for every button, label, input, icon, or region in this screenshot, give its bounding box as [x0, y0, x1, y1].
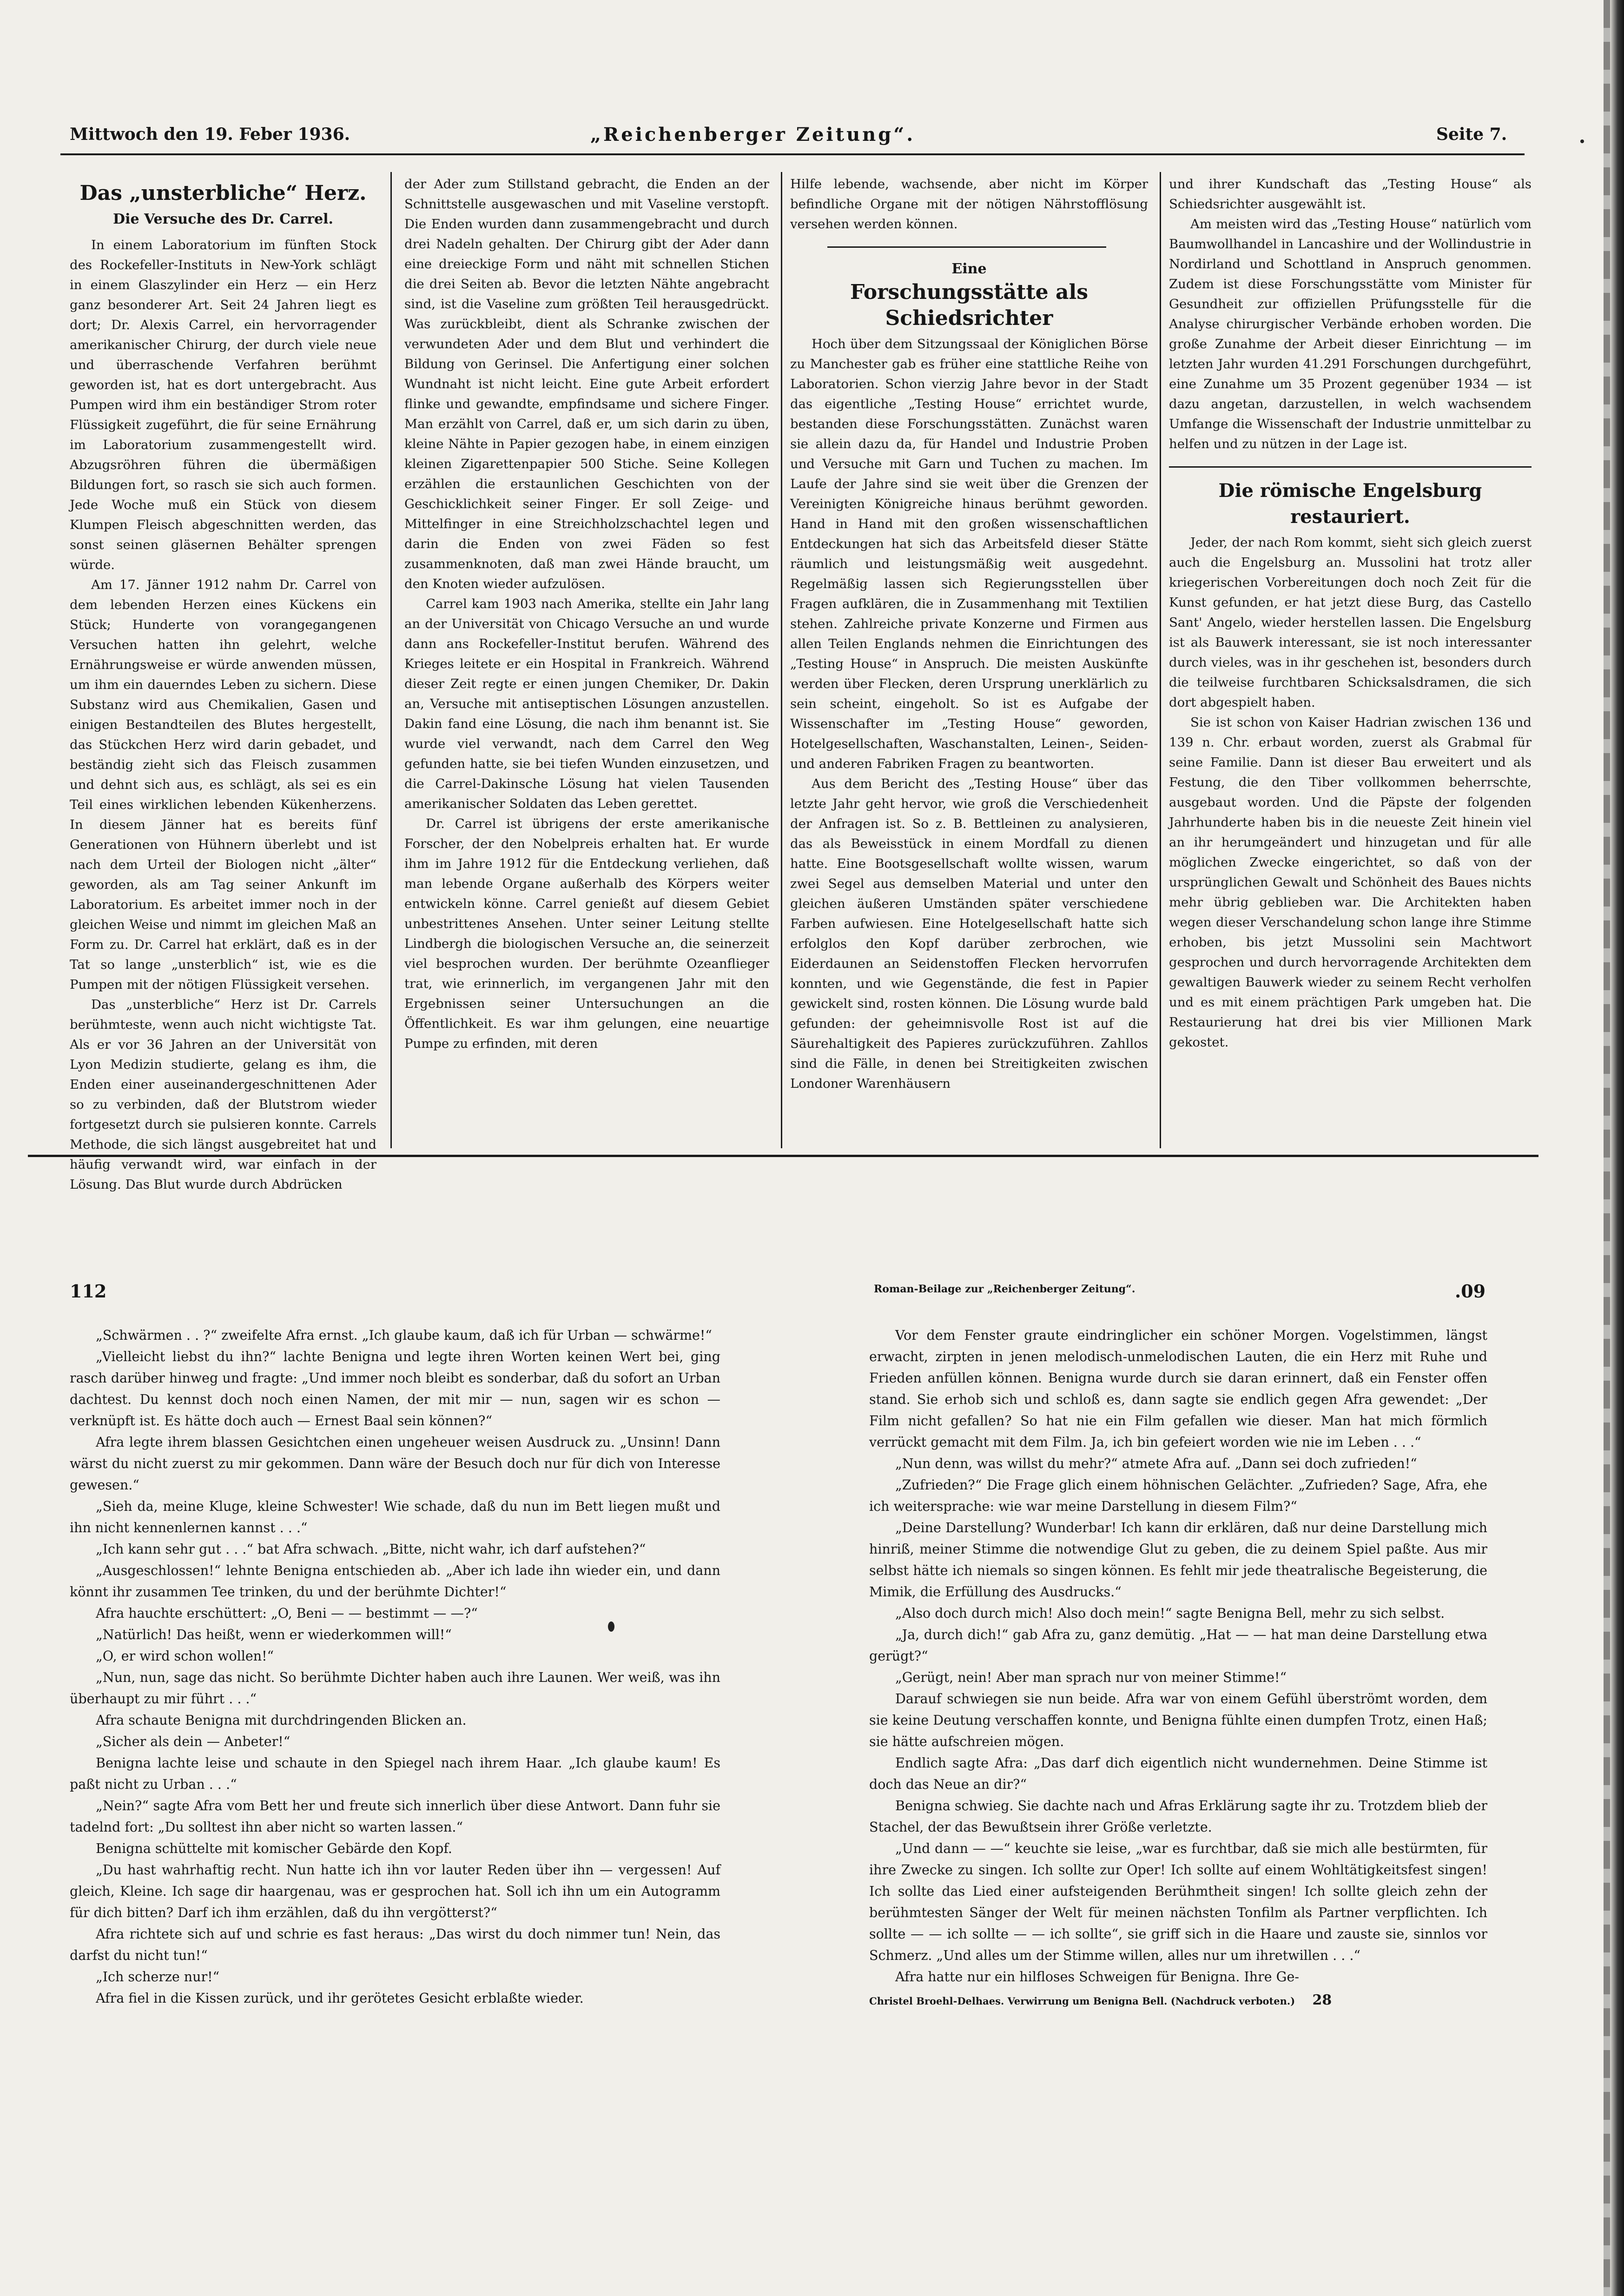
- paragraph: Sie ist schon von Kaiser Hadrian zwischen 136 und 139 n. Chr. erbaut worden, zuerst als Grabmal für seine Familie. Dann ist dieser Bau erweitert und als Festung, die den Tiber vollkommen beherrschte, ausgebaut worden. Und die Päpste der folgenden Jahrhunderte haben bis in die neueste Zeit hinein viel an ihr herumgeändert und hinzugetan und für alle möglichen Zwecke eingerichtet, so daß von der ursprünglichen Gewalt und Schönheit des Baues nichts mehr übrig geblieben war. Die Architekten haben wegen dieser Verschandelung schon lange ihre Stimme erhoben, bis jetzt Mussolini sein Machtwort gesprochen und durch hervorragende Architekten dem gewaltigen Bauwerk wieder zu seinem Recht verholfen und es mit einem prächtigen Park umgeben hat. Die Restaurierung hat drei bis vier Millionen Mark gekostet.: [1169, 715, 1532, 1050]
- scan-edge: [1610, 0, 1624, 2296]
- paragraph: „Gerügt, nein! Aber man sprach nur von meiner Stimme!“: [895, 1670, 1287, 1685]
- paragraph: „Vielleicht liebst du ihn?“ lachte Benigna und legte ihren Worten keinen Wert bei, ging rasch darüber hinweg und fragte: „Und immer noch bleibt es sonderbar, daß du sofort an Urban dachtest. Du kennst doch noch einen Namen, der mit mir — nun, sagen wir es schon — verknüpft ist. Es hätte doch auch — Ernest Baal sein können?“: [70, 1349, 720, 1429]
- article-title-testing-house: Forschungsstätte als Schiedsrichter: [850, 280, 1088, 330]
- paragraph: Afra richtete sich auf und schrie es fast heraus: „Das wirst du doch nimmer tun! Nein, das darfst du nicht tun!“: [70, 1926, 720, 1963]
- paragraph: Am meisten wird das „Testing House“ natürlich vom Baumwollhandel in Lancashire und der Wollindustrie in Nordirland und Schottland in Anspruch genommen. Zudem ist diese Forschungsstätte vom Minister für Gesundheit zur offiziellen Prüfungsstelle für die Analyse chirurgischer Verbände erhoben worden. Die große Zunahme der Arbeit dieser Einrichtung — im letzten Jahr wurden 41.291 Forschungen durchgeführt, eine Zunahme um 35 Prozent gegenüber 1934 — ist dazu angetan, darzustellen, in welch wachsendem Umfange die Wissenschaft der Industrie unmittelbar zu helfen und zu nützen in der Lage ist.: [1169, 217, 1532, 451]
- paragraph: „Also doch durch mich! Also doch mein!“ sagte Benigna Bell, mehr zu sich selbst.: [895, 1606, 1445, 1621]
- article-kicker: Eine: [951, 261, 987, 277]
- ink-speck: [1580, 139, 1584, 143]
- paragraph: „Nein?“ sagte Afra vom Bett her und freute sich innerlich über diese Antwort. Dann fuhr sie tadelnd fort: „Du solltest ihn aber nicht so warten lassen.“: [70, 1798, 720, 1835]
- paragraph: Afra schaute Benigna mit durchdringenden Blicken an.: [96, 1713, 467, 1728]
- paragraph: Afra fiel in die Kissen zurück, und ihr gerötetes Gesicht erblaßte wieder.: [96, 1991, 584, 2006]
- paragraph: Afra hatte nur ein hilfloses Schweigen für Benigna. Ihre Ge-: [895, 1969, 1299, 1985]
- header-rule: [60, 153, 1525, 155]
- column-1: [70, 180, 376, 1195]
- paragraph: Hilfe lebende, wachsende, aber nicht im Körper befindliche Organe mit der nötigen Nährstofflösung versehen werden können.: [790, 177, 1148, 232]
- paragraph: „Ich scherze nur!“: [96, 1969, 220, 1985]
- column-2: [404, 174, 769, 1054]
- paragraph: Jeder, der nach Rom kommt, sieht sich gleich zuerst auch die Engelsburg an. Mussolini hat trotz aller kriegerischen Vorbereitungen doch noch Zeit für die Kunst gefunden, er hat jetzt diese Burg, das Castello Sant' Angelo, wieder herstellen lassen. Die Engelsburg ist als Bauwerk interessant, sie ist noch interessanter durch vieles, was in ihr geschehen ist, besonders durch die teilweise furchtbaren Schicksalsdramen, die sich dort abgespielt haben.: [1169, 535, 1532, 710]
- paragraph: Benigna schüttelte mit komischer Gebärde den Kopf.: [96, 1841, 452, 1856]
- paragraph: Hoch über dem Sitzungssaal der Königlichen Börse zu Manchester gab es früher eine stattliche Reihe von Laboratorien. Schon vierzig Jahre bevor in der Stadt das eigentliche „Testing House“ errichtet wurde, bestanden diese Forschungsstätten. Zunächst waren sie allein dazu da, für Handel und Industrie Proben und Versuche mit Garn und Tuchen zu machen. Im Laufe der Jahre sind sie weit über die Grenzen der Vereinigten Königreiche hinaus berühmt geworden. Hand in Hand mit den großen wissenschaftlichen Entdeckungen hat sich das Arbeitsfeld dieser Stätte räumlich und leistungsmäßig weit ausgedehnt. Regelmäßig lassen sich Regierungsstellen über Fragen aufklären, die in Zusammenhang mit Textilien stehen. Zahlreiche private Konzerne und Firmen aus allen Teilen Englands nehmen die Einrichtungen des „Testing House“ in Anspruch. Die meisten Auskünfte werden über Flecken, deren Ursprung unerklärlich zu sein scheint, eingeholt. So ist es Aufgabe der Wissenschafter im „Testing House“ geworden, Hotelgesellschaften, Waschanstalten, Leinen-, Seiden- und anderen Fabriken Fragen zu beantworten.: [790, 337, 1148, 771]
- novel-footer-credit: Christel Broehl-Delhaes. Verwirrung um Benigna Bell. (Nachdruck verboten.): [869, 1995, 1295, 2007]
- scan-edge-shadow: [1604, 0, 1610, 2296]
- supplement-page-number-left: 112: [70, 1281, 107, 1302]
- novel-left-column: [70, 1325, 720, 2009]
- page-bottom-rule: [28, 1155, 1538, 1157]
- column-3: [790, 174, 1148, 1094]
- article-title-heart: Das „unsterbliche“ Herz.: [79, 181, 367, 205]
- paragraph: „Sicher als dein — Anbeter!“: [96, 1734, 290, 1749]
- paragraph: „Du hast wahrhaftig recht. Nun hatte ich ihn vor lauter Reden über ihn — vergessen! Auf gleich, Kleine. Ich sage dir haargenau, was er gesprochen hat. Soll ich ihn um ein Autogramm für dich bitten? Darf ich ihm erzählen, daß du ihn vergötterst?“: [70, 1862, 720, 1920]
- paragraph: „Ich kann sehr gut . . .“ bat Afra schwach. „Bitte, nicht wahr, ich darf aufstehen?“: [96, 1542, 646, 1557]
- paragraph: Das „unsterbliche“ Herz ist Dr. Carrels berühmteste, wenn auch nicht wichtigste Tat. Als er vor 36 Jahren an der Universität von Lyon Medizin studierte, gelang es ihm, die Enden einer auseinandergeschnittenen Ader so zu verbinden, daß der Blutstrom wieder fortgesetzt durch sie pulsieren konnte. Carrels Methode, die sich längst ausgebreitet hat und häufig verwandt wird, war einfach in der Lösung. Das Blut wurde durch Abdrücken: [70, 997, 376, 1192]
- newspaper-date: Mittwoch den 19. Feber 1936.: [70, 125, 350, 144]
- paragraph: „Und dann — —“ keuchte sie leise, „war es furchtbar, daß sie mich alle bestürmten, für ihre Zwecke zu singen. Ich sollte zur Oper! Ich sollte auf einem Wohltätigkeitsfest singen! Ich sollte das Lied einer aufsteigenden Berühmtheit singen! Ich sollte gleich zehn der berühmtesten Sänger der Welt für meinen nächsten Tonfilm als Partner verpflichten. Ich sollte — — ich sollte — — ich sollte“, sie griff sich in die Haare und zauste sie, sinnlos vor Schmerz. „Und alles um der Stimme willen, alles nur um ihretwillen . . .“: [869, 1841, 1487, 1963]
- paragraph: Aus dem Bericht des „Testing House“ über das letzte Jahr geht hervor, wie groß die Verschiedenheit der Anfragen ist. So z. B. Bettleinen zu analysieren, das als Beweisstück in einem Mordfall zu dienen hatte. Eine Bootsgesellschaft wollte wissen, warum zwei Segel aus demselben Material und unter den gleichen äußeren Umständen später verschiedene Farben aufwiesen. Eine Hotelgesellschaft hatte sich erfolglos den Kopf darüber zerbrochen, wie Eiderdaunen an Seidenstoffen Flecken hervorrufen konnten, und wie Gegenstände, die fest in Papier gewickelt sind, rosten können. Die Lösung wurde bald gefunden: der geheimnisvolle Rost ist auf die Säurehaltigkeit des Papieres zurückzuführen. Zahllos sind die Fälle, in denen bei Streitigkeiten zwischen Londoner Warenhäusern: [790, 776, 1148, 1091]
- novel-footer: [869, 1990, 1487, 2012]
- column-divider: [1160, 172, 1161, 1148]
- paragraph: Dr. Carrel ist übrigens der erste amerikanische Forscher, der den Nobelpreis erhalten hat. Er wurde ihm im Jahre 1912 für die Entdeckung verliehen, daß man lebende Organe außerhalb des Körpers weiter entwickeln könne. Carrel genießt auf diesem Gebiet unbestrittenes Ansehen. Unter seiner Leitung stellte Lindbergh die biologischen Versuche an, die seinerzeit viel besprochen wurden. Der berühmte Ozeanflieger trat, wie erinnerlich, im vergangenen Jahr mit den Ergebnissen seiner Untersuchungen an die Öffentlichkeit. Es war ihm gelungen, eine neuartige Pumpe zu erfinden, mit deren: [404, 816, 769, 1051]
- paragraph: „Ja, durch dich!“ gab Afra zu, ganz demütig. „Hat — — hat man deine Darstellung etwa gerügt?“: [869, 1627, 1487, 1664]
- paragraph: Am 17. Jänner 1912 nahm Dr. Carrel von dem lebenden Herzen eines Kückens ein Stück; Hunderte von vorangegangenen Versuchen hatten ihn gelehrt, welche Ernährungsweise er würde anwenden müssen, um ihm ein dauerndes Leben zu sichern. Diese Substanz wird aus Chemikalien, Gasen und einigen Bestandteilen des Blutes hergestellt, das Stückchen Herz wird darin gebadet, und beständig zieht sich das Fleisch zusammen und dehnt sich aus, es schlägt, als sei es ein Teil eines wirklichen lebenden Kükenherzens. In diesem Jänner hat es bereits fünf Generationen von Hühnern überlebt und ist nach dem Urteil der Biologen nicht „älter“ geworden, als am Tag seiner Ankunft im Laboratorium. Es arbeitet immer noch in der gleichen Weise und nimmt im gleichen Maß an Form zu. Dr. Carrel hat erklärt, daß es in der Tat so lange „unsterblich“ ist, wie es die Pumpen mit der nötigen Flüssigkeit versehen.: [70, 577, 376, 992]
- paragraph: der Ader zum Stillstand gebracht, die Enden an der Schnittstelle ausgewaschen und mit Vaseline verstopft. Die Enden wurden dann zusammengebracht und durch drei Nadeln gehalten. Der Chirurg gibt der Ader dann eine dreieckige Form und näht mit schnellen Stichen die drei Seiten ab. Bevor die letzten Nähte angebracht sind, ist die Vaseline zum größten Teil herausgedrückt. Was zurückbleibt, dient als Schranke zwischen der verwundeten Ader und dem Blut und verhindert die Bildung von Gerinsel. Die Anfertigung einer solchen Wundnaht ist nicht leicht. Eine gute Arbeit erfordert flinke und gewandte, empfindsame und sichere Finger. Man erzählt von Carrel, daß er, um sich darin zu üben, kleine Nähte in Papier gezogen habe, in einem einzigen kleinen Zigarettenpapier 500 Stiche. Seine Kollegen erzählen die erstaunlichen Geschichten von der Geschicklichkeit seiner Finger. Er soll Zeige- und Mittelfinger in eine Streichholzschachtel legen und darin die Enden von zwei Fäden so fest zusammenknoten, daß man zwei Hände braucht, um den Knoten wieder aufzulösen.: [404, 177, 769, 591]
- section-rule: [827, 246, 1106, 248]
- supplement-page-number-right: .09: [1455, 1281, 1486, 1302]
- novel-right-column: [869, 1325, 1487, 2012]
- section-rule: [1169, 466, 1532, 468]
- column-divider: [390, 172, 392, 1148]
- supplement-header: Roman-Beilage zur „Reichenberger Zeitung“.: [874, 1283, 1135, 1295]
- paragraph: „Ausgeschlossen!“ lehnte Benigna entschieden ab. „Aber ich lade ihn wieder ein, und dann könnt ihr zusammen Tee trinken, du und der berühmte Dichter!“: [70, 1563, 720, 1600]
- paragraph: Darauf schwiegen sie nun beide. Afra war von einem Gefühl überströmt worden, dem sie keine Deutung verschaffen konnte, und Benigna fühlte einen dumpfen Trotz, einen Haß; sie hätte aufschreien mögen.: [869, 1691, 1487, 1749]
- article-title-engelsburg: Die römische Engelsburg restauriert.: [1218, 480, 1482, 528]
- newspaper-masthead: „Reichenberger Zeitung“.: [590, 124, 916, 146]
- paragraph: „Nun, nun, sage das nicht. So berühmte Dichter haben auch ihre Launen. Wer weiß, was ihn überhaupt zu mir führt . . .“: [70, 1670, 720, 1707]
- paragraph: Afra legte ihrem blassen Gesichtchen einen ungeheuer weisen Ausdruck zu. „Unsinn! Dann wärst du nicht zuerst zu mir gekommen. Dann wäre der Besuch doch nur für dich von Interesse gewesen.“: [70, 1435, 720, 1493]
- ink-speck: [608, 1621, 614, 1632]
- novel-footer-number: 28: [1312, 1992, 1332, 2008]
- paragraph: Endlich sagte Afra: „Das darf dich eigentlich nicht wundernehmen. Deine Stimme ist doch das Neue an dir?“: [869, 1755, 1487, 1792]
- paragraph: „Natürlich! Das heißt, wenn er wiederkommen will!“: [96, 1627, 452, 1642]
- paragraph: Carrel kam 1903 nach Amerika, stellte ein Jahr lang an der Universität von Chicago Versuche an und wurde dann ans Rockefeller-Institut berufen. Während des Krieges leitete er ein Hospital in Frankreich. Während dieser Zeit regte er einen jungen Chemiker, Dr. Dakin an, Versuche mit antiseptischen Lösungen anzustellen. Dakin fand eine Lösung, die nach ihm benannt ist. Sie wurde viel verwandt, nach dem Carrel den Weg gefunden hatte, sie bei tiefen Wunden einzusetzen, und die Carrel-Dakinsche Lösung hat vielen Tausenden amerikanischer Soldaten das Leben gerettet.: [404, 596, 769, 811]
- paragraph: „Sieh da, meine Kluge, kleine Schwester! Wie schade, daß du nun im Bett liegen mußt und ihn nicht kennenlernen kannst . . .“: [70, 1499, 720, 1535]
- column-divider: [781, 172, 782, 1148]
- paragraph: und ihrer Kundschaft das „Testing House“ als Schiedsrichter ausgewählt ist.: [1169, 177, 1532, 212]
- column-4: [1169, 174, 1532, 1052]
- paragraph: Benigna schwieg. Sie dachte nach und Afras Erklärung sagte ihr zu. Trotzdem blieb der Stachel, der das Bewußtsein ihrer Größe verletzte.: [869, 1798, 1487, 1835]
- paragraph: „O, er wird schon wollen!“: [96, 1648, 274, 1664]
- paragraph: „Zufrieden?“ Die Frage glich einem höhnischen Gelächter. „Zufrieden? Sage, Afra, ehe ich weitersprache: wie war meine Darstellung in diesem Film?“: [869, 1477, 1487, 1514]
- article-subtitle-heart: Die Versuche des Dr. Carrel.: [113, 211, 333, 227]
- paragraph: Benigna lachte leise und schaute in den Spiegel nach ihrem Haar. „Ich glaube kaum! Es paßt nicht zu Urban . . .“: [70, 1755, 720, 1792]
- paragraph: „Deine Darstellung? Wunderbar! Ich kann dir erklären, daß nur deine Darstellung mich hinriß, meiner Stimme die notwendige Glut zu geben, die zu deinem Spiel paßte. Aus mir selbst hätte ich niemals so singen können. Es fehlt mir jede theatralische Begeisterung, die Mimik, die Erfüllung des Ausdrucks.“: [869, 1520, 1487, 1600]
- paragraph: Vor dem Fenster graute eindringlicher ein schöner Morgen. Vogelstimmen, längst erwacht, zirpten in jenen melodisch-unmelodischen Lauten, die ein Herz mit Ruhe und Frieden anfüllen können. Benigna wurde durch sie daran erinnert, daß ein Fenster offen stand. Sie erhob sich und schloß es, dann sagte sie endlich gegen Afra gewendet: „Der Film nicht gefallen? So hat nie ein Film gefallen wie dieser. Man hat mich förmlich verrückt gemacht mit dem Film. Ja, ich bin gefeiert worden wie nie im Leben . . .“: [869, 1328, 1487, 1450]
- paragraph: „Nun denn, was willst du mehr?“ atmete Afra auf. „Dann sei doch zufrieden!“: [895, 1456, 1417, 1471]
- paragraph: „Schwärmen . . ?“ zweifelte Afra ernst. „Ich glaube kaum, daß ich für Urban — schwärme!“: [96, 1328, 712, 1343]
- paragraph: In einem Laboratorium im fünften Stock des Rockefeller-Instituts in New-York schlägt in einem Glaszylinder ein Herz — ein Herz ganz besonderer Art. Seit 24 Jahren liegt es dort; Dr. Alexis Carrel, ein hervorragender amerikanischer Chirurg, der durch viele neue und überraschende Verfahren berühmt geworden ist, hat es dort untergebracht. Aus Pumpen wird ihm ein beständiger Strom roter Flüssigkeit zugeführt, die für seine Ernährung im Laboratorium zusammengestellt wird. Abzugsröhren führen die übermäßigen Bildungen fort, so rasch sie sich auch formen. Jede Woche muß ein Stück von diesem Klumpen Fleisch abgeschnitten werden, das sonst seinen gläsernen Behälter sprengen würde.: [70, 238, 376, 572]
- page-number: Seite 7.: [1436, 125, 1507, 144]
- paragraph: Afra hauchte erschüttert: „O, Beni — — bestimmt — —?“: [96, 1606, 478, 1621]
